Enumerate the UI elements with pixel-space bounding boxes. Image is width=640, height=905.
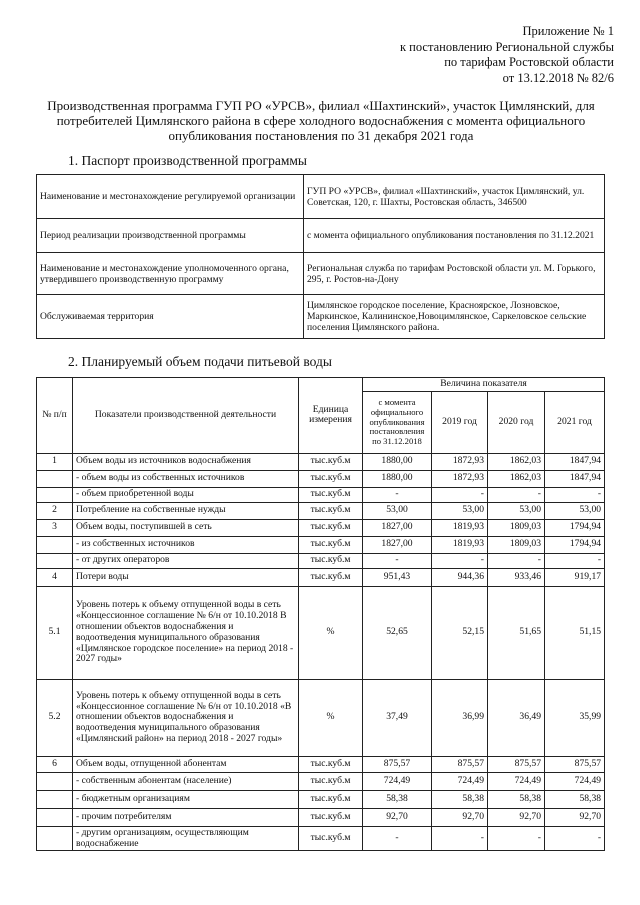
header-2021: 2021 год [545,391,605,453]
table-row [37,536,605,553]
row-value-2019: 1872,93 [432,470,488,487]
row-value-2021: 919,17 [545,568,605,586]
row-value-2020: 933,46 [488,568,545,586]
row-value-2019: 36,99 [432,679,488,756]
row-unit: тыс.куб.м [299,502,363,519]
row-unit: тыс.куб.м [299,756,363,772]
row-value-2021: - [545,553,605,568]
header-value-group: Величина показателя [363,378,605,392]
row-value-2021: 875,57 [545,756,605,772]
header-2019: 2019 год [432,391,488,453]
table-row [37,826,605,851]
row-indicator: - от других операторов [73,553,299,568]
row-value-2019: - [432,487,488,502]
table-row [37,553,605,568]
row-indicator: - бюджетным организациям [73,790,299,808]
row-num [37,790,73,808]
row-indicator: Потери воды [73,568,299,586]
row-indicator: - прочим потребителям [73,808,299,826]
row-unit: тыс.куб.м [299,790,363,808]
row-indicator: - другим организациям, осуществляющим водоснабжение [73,826,299,851]
row-value-2021: 35,99 [545,679,605,756]
row-unit: % [299,679,363,756]
table-row [37,790,605,808]
row-value-period0: 92,70 [363,808,432,826]
passport-table [36,174,605,339]
row-value-period0: 1880,00 [363,470,432,487]
row-num: 1 [37,453,73,470]
row-num [37,772,73,790]
row-value-2021: 724,49 [545,772,605,790]
table-row [37,568,605,586]
row-value-2021: 51,15 [545,586,605,679]
table-row [37,175,605,219]
row-value-2019: - [432,826,488,851]
appendix-line: от 13.12.2018 № 82/6 [502,70,614,85]
passport-value: ГУП РО «УРСВ», филиал «Шахтинский», участок Цимлянский, ул. Советская, 120, г. Шахты, Ростовская область, 346500 [304,175,605,219]
row-value-period0: 1827,00 [363,536,432,553]
row-value-2021: 1847,94 [545,453,605,470]
table-row [37,502,605,519]
row-indicator: Уровень потерь к объему отпущенной воды в сеть «Концессионное соглашение № 6/н от 10.10.2018 «В отношении объектов водоснабжения и водоотведения муниципального образования «Цимлянский район» на период 2018 - 2027 годы» [73,679,299,756]
row-value-2021: 1847,94 [545,470,605,487]
passport-label: Наименование и местонахождение уполномоченного органа, утвердившего производственную программу [37,253,304,295]
row-value-period0: - [363,826,432,851]
passport-label: Период реализации производственной программы [37,219,304,253]
header-unit: Единица измерения [299,378,363,454]
table-row [37,679,605,756]
row-value-2020: 1862,03 [488,470,545,487]
row-value-2020: 1809,03 [488,519,545,536]
row-num: 4 [37,568,73,586]
row-unit: % [299,586,363,679]
table-row [37,519,605,536]
row-value-period0: 58,38 [363,790,432,808]
row-value-2019: 52,15 [432,586,488,679]
row-value-period0: 951,43 [363,568,432,586]
row-value-2019: 53,00 [432,502,488,519]
row-indicator: Объем воды из источников водоснабжения [73,453,299,470]
row-value-period0: 52,65 [363,586,432,679]
row-unit: тыс.куб.м [299,772,363,790]
row-value-2020: 1862,03 [488,453,545,470]
row-num: 5.2 [37,679,73,756]
table-row [37,808,605,826]
row-num [37,536,73,553]
header-2020: 2020 год [488,391,545,453]
passport-value: Цимлянское городское поселение, Красноярское, Лозновское, Маркинское, Калининское,Новоцимлянское, Саркеловское сельские поселения Цимлянского района. [304,295,605,339]
row-value-2019: 724,49 [432,772,488,790]
row-value-period0: 53,00 [363,502,432,519]
passport-label: Наименование и местонахождение регулируемой организации [37,175,304,219]
row-value-2020: 53,00 [488,502,545,519]
header-period0: с момента официального опубликования постановления по 31.12.2018 [363,391,432,453]
row-unit: тыс.куб.м [299,453,363,470]
header-num: № п/п [37,378,73,454]
row-unit: тыс.куб.м [299,487,363,502]
row-indicator: Объем воды, отпущенной абонентам [73,756,299,772]
row-num: 2 [37,502,73,519]
row-value-period0: - [363,553,432,568]
row-value-2019: 1819,93 [432,519,488,536]
row-value-period0: 1880,00 [363,453,432,470]
row-value-2020: 58,38 [488,790,545,808]
row-value-2020: - [488,487,545,502]
row-indicator: - собственным абонентам (население) [73,772,299,790]
row-value-2020: 92,70 [488,808,545,826]
row-num [37,826,73,851]
header-indicator: Показатели производственной деятельности [73,378,299,454]
row-num [37,808,73,826]
row-value-2021: 1794,94 [545,519,605,536]
row-value-period0: - [363,487,432,502]
row-value-2020: 875,57 [488,756,545,772]
row-value-2019: 944,36 [432,568,488,586]
table-row [37,219,605,253]
row-value-2019: 1872,93 [432,453,488,470]
passport-value: с момента официального опубликования постановления по 31.12.2021 [304,219,605,253]
row-indicator: Уровень потерь к объему отпущенной воды в сеть «Концессионное соглашение № 6/н от 10.10.2018 В отношении объектов водоснабжения и водоотведения муниципального образования «Цимлянское городское поселение» на период 2018 - 2027 годы» [73,586,299,679]
row-unit: тыс.куб.м [299,808,363,826]
row-num: 6 [37,756,73,772]
row-unit: тыс.куб.м [299,826,363,851]
row-value-2019: 92,70 [432,808,488,826]
row-value-2021: 1794,94 [545,536,605,553]
row-indicator: - объем воды из собственных источников [73,470,299,487]
row-value-2020: - [488,553,545,568]
appendix-line: к постановлению Региональной службы [399,39,614,54]
appendix-line: Приложение № 1 [522,24,614,38]
row-indicator: Объем воды, поступившей в сеть [73,519,299,536]
row-value-2019: - [432,553,488,568]
volume-table-body [37,453,605,851]
row-value-2020: 51,65 [488,586,545,679]
row-value-2019: 875,57 [432,756,488,772]
row-indicator: - объем приобретенной воды [73,487,299,502]
row-value-2020: 724,49 [488,772,545,790]
section-heading-passport: 1. Паспорт производственной программы [68,153,307,168]
row-unit: тыс.куб.м [299,568,363,586]
row-indicator: - из собственных источников [73,536,299,553]
row-value-2019: 1819,93 [432,536,488,553]
table-row [37,487,605,502]
table-header-row [37,378,605,392]
row-value-2020: 36,49 [488,679,545,756]
row-unit: тыс.куб.м [299,519,363,536]
document-title: Производственная программа ГУП РО «УРСВ», филиал «Шахтинский», участок Цимлянский, для потребителей Цимлянского района в сфере холодного водоснабжения с момента официального опубликования постановления по 31 декабря 2021 года [47,98,595,143]
row-value-2021: 92,70 [545,808,605,826]
table-row [37,470,605,487]
row-unit: тыс.куб.м [299,470,363,487]
row-num: 3 [37,519,73,536]
table-row [37,772,605,790]
appendix-line: по тарифам Ростовской области [444,55,614,69]
row-value-period0: 724,49 [363,772,432,790]
row-unit: тыс.куб.м [299,536,363,553]
table-row [37,295,605,339]
row-indicator: Потребление на собственные нужды [73,502,299,519]
appendix-block [314,24,614,86]
volume-table [36,377,605,851]
row-value-2021: - [545,487,605,502]
row-num [37,553,73,568]
row-value-period0: 37,49 [363,679,432,756]
row-unit: тыс.куб.м [299,553,363,568]
section-heading-volume: 2. Планируемый объем подачи питьевой воды [68,354,332,369]
row-num [37,470,73,487]
table-row [37,253,605,295]
table-row [37,453,605,470]
row-value-2019: 58,38 [432,790,488,808]
row-num: 5.1 [37,586,73,679]
passport-label: Обслуживаемая территория [37,295,304,339]
row-value-2021: - [545,826,605,851]
row-value-period0: 875,57 [363,756,432,772]
table-row [37,756,605,772]
row-value-2021: 53,00 [545,502,605,519]
table-row [37,586,605,679]
row-value-2020: - [488,826,545,851]
row-num [37,487,73,502]
row-value-2021: 58,38 [545,790,605,808]
row-value-2020: 1809,03 [488,536,545,553]
passport-value: Региональная служба по тарифам Ростовской области ул. М. Горького, 295, г. Ростов-на-Дону [304,253,605,295]
row-value-period0: 1827,00 [363,519,432,536]
